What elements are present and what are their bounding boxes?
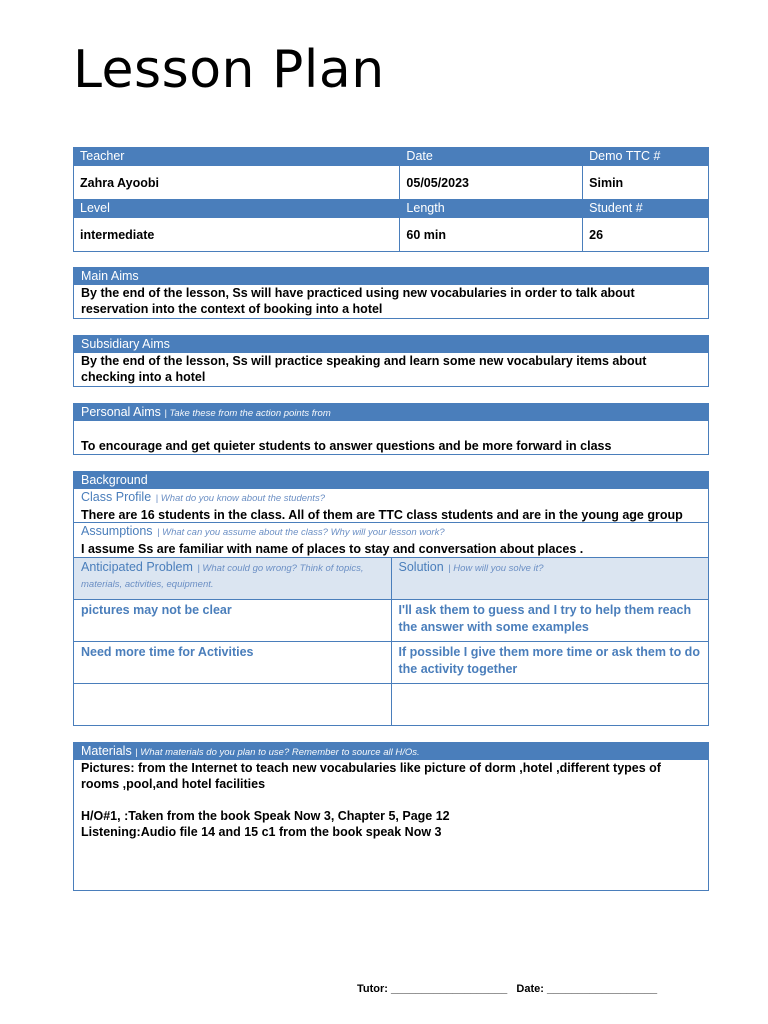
level-label: Level <box>74 200 400 218</box>
assumptions-label: Assumptions <box>81 524 153 538</box>
class-profile-hint: | What do you know about the students? <box>155 493 325 504</box>
table-row <box>74 684 709 726</box>
teacher-label: Teacher <box>74 148 400 166</box>
lesson-info-table <box>73 147 709 252</box>
main-aims-text: By the end of the lesson, Ss will have practiced using new vocabularies in order to talk about reservation into the context of booking into a hotel <box>81 286 635 316</box>
problems-table <box>73 557 709 726</box>
footer <box>357 983 657 995</box>
problem-cell <box>74 684 392 726</box>
length-value: 60 min <box>400 218 583 252</box>
solution-hint: | How will you solve it? <box>448 563 544 574</box>
problem-hint: | What could go wrong? Think of topics, materials, activities, equipment. <box>81 563 364 590</box>
page-title: Lesson Plan <box>73 40 385 100</box>
solution-cell: If possible I give them more time or ask them to do the activity together <box>391 642 709 684</box>
subsidiary-aims-section <box>73 335 709 387</box>
subsidiary-aims-label: Subsidiary Aims <box>74 336 708 353</box>
class-profile-label: Class Profile <box>81 490 152 504</box>
main-aims-label: Main Aims <box>74 268 708 285</box>
date-value: 05/05/2023 <box>400 166 583 200</box>
teacher-value: Zahra Ayoobi <box>74 166 400 200</box>
materials-label: Materials <box>81 744 132 758</box>
footer-date-line: Date: __________________ <box>516 983 658 995</box>
personal-aims-label: Personal Aims <box>81 405 161 419</box>
problem-label: Anticipated Problem <box>81 560 193 574</box>
materials-header <box>74 743 708 760</box>
solution-header <box>391 558 709 600</box>
level-value: intermediate <box>74 218 400 252</box>
date-label: Date <box>400 148 583 166</box>
subsidiary-aims-text: By the end of the lesson, Ss will practice speaking and learn some new vocabulary items about checking into a hotel <box>81 354 647 384</box>
materials-line-3: Listening:Audio file 14 and 15 c1 from the book speak Now 3 <box>81 825 442 839</box>
demo-value: Simin <box>583 166 709 200</box>
problem-header <box>74 558 392 600</box>
materials-line-2: H/O#1, :Taken from the book Speak Now 3, Chapter 5, Page 12 <box>81 809 450 823</box>
table-row <box>74 642 709 684</box>
personal-aims-section <box>73 403 709 455</box>
background-section <box>73 471 709 558</box>
personal-aims-header <box>74 404 708 421</box>
solution-cell: I'll ask them to guess and I try to help them reach the answer with some examples <box>391 600 709 642</box>
assumptions-hint: | What can you assume about the class? Why will your lesson work? <box>157 527 445 538</box>
student-value: 26 <box>583 218 709 252</box>
materials-section <box>73 742 709 891</box>
materials-hint: | What materials do you plan to use? Remember to source all H/Os. <box>135 747 420 758</box>
length-label: Length <box>400 200 583 218</box>
demo-label: Demo TTC # <box>583 148 709 166</box>
background-label: Background <box>74 472 708 489</box>
tutor-signature-line: Tutor: ___________________ <box>357 983 508 995</box>
solution-cell <box>391 684 709 726</box>
personal-aims-text: To encourage and get quieter students to answer questions and be more forward in class <box>81 439 612 453</box>
assumptions-text: I assume Ss are familiar with name of places to stay and conversation about places . <box>81 542 584 556</box>
materials-line-1: Pictures: from the Internet to teach new vocabularies like picture of dorm ,hotel ,different types of rooms ,pool,and hotel facilities <box>81 761 661 791</box>
class-profile-text: There are 16 students in the class. All of them are TTC class students and are in the young age group <box>81 508 683 522</box>
class-profile-block <box>74 489 708 523</box>
main-aims-section <box>73 267 709 319</box>
problem-cell: Need more time for Activities <box>74 642 392 684</box>
table-row <box>74 600 709 642</box>
assumptions-block <box>74 523 708 557</box>
solution-label: Solution <box>398 560 444 574</box>
student-label: Student # <box>583 200 709 218</box>
problem-cell: pictures may not be clear <box>74 600 392 642</box>
personal-aims-hint: | Take these from the action points from <box>164 408 331 419</box>
